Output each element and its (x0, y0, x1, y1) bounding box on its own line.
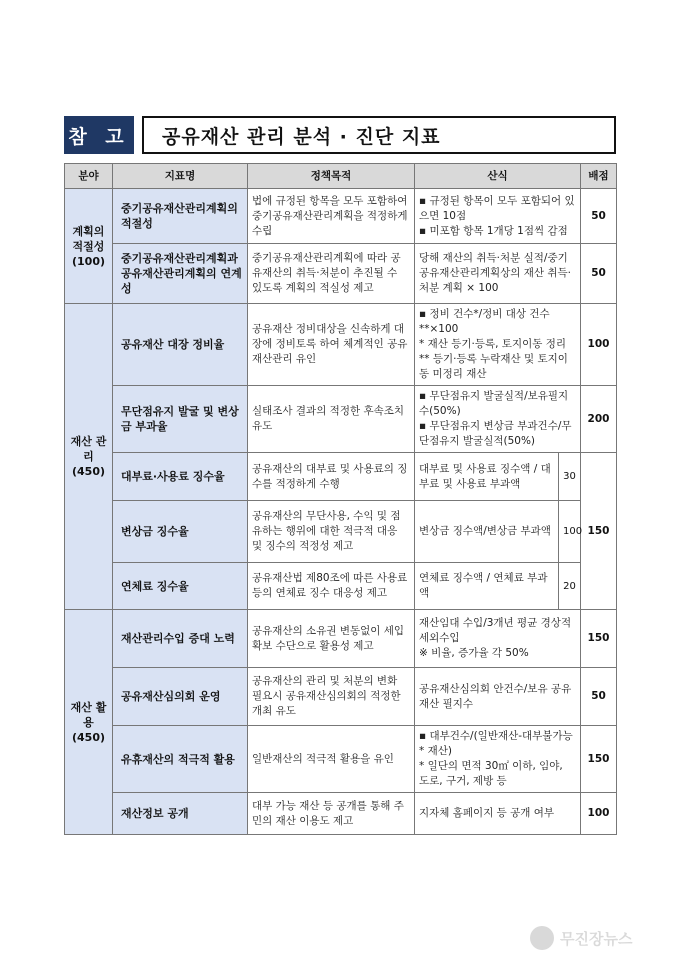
purpose-cell: 공유재산의 대부료 및 사용료의 징수를 적정하게 수행 (248, 453, 415, 501)
watermark-text: 무진장뉴스 (560, 929, 633, 948)
table-row (65, 304, 617, 386)
formula-cell: 대부료 및 사용료 징수액 / 대부료 및 사용료 부과액 (415, 453, 559, 501)
table-row (65, 386, 617, 453)
subscore-cell: 20 (559, 563, 581, 610)
subscore-cell: 100 (559, 501, 581, 563)
score-cell: 100 (581, 304, 617, 386)
col-header-indicator: 지표명 (113, 164, 248, 189)
indicator-cell: 중기공유재산관리계획의 적절성 (113, 189, 248, 244)
table-row (65, 668, 617, 726)
indicator-cell: 공유재산 대장 정비율 (113, 304, 248, 386)
purpose-cell: 법에 규정된 항목을 모두 포함하여 중기공유재산관리계획을 적정하게 수립 (248, 189, 415, 244)
score-cell: 100 (581, 793, 617, 835)
formula-cell: 공유재산심의회 안건수/보유 공유재산 필지수 (415, 668, 581, 726)
formula-cell: ▪ 정비 건수*/정비 대상 건수**×100 * 재산 등기·등록, 토지이동 정리 ** 등기·등록 누락재산 및 토지이동 미정리 재산 (415, 304, 581, 386)
category-cell: 재산 활용 (450) (65, 610, 113, 835)
formula-cell: 변상금 징수액/변상금 부과액 (415, 501, 559, 563)
indicator-cell: 유휴재산의 적극적 활용 (113, 726, 248, 793)
purpose-cell: 공유재산 정비대상을 신속하게 대장에 정비토록 하여 체계적인 공유재산관리 유인 (248, 304, 415, 386)
score-cell: 200 (581, 386, 617, 453)
category-cell: 계획의 적절성 (100) (65, 189, 113, 304)
indicator-cell: 재산정보 공개 (113, 793, 248, 835)
formula-cell: 지자체 홈페이지 등 공개 여부 (415, 793, 581, 835)
col-header-formula: 산식 (415, 164, 581, 189)
score-cell: 150 (581, 610, 617, 668)
title-bar (64, 116, 616, 154)
watermark-logo-icon (530, 926, 554, 950)
table-row (65, 563, 617, 610)
purpose-cell: 공유재산의 관리 및 처분의 변화 필요시 공유재산심의회의 적정한 개최 유도 (248, 668, 415, 726)
table-row (65, 189, 617, 244)
formula-cell: 당해 재산의 취득·처분 실적/중기공유재산관리계획상의 재산 취득·처분 계획 × 100 (415, 244, 581, 304)
score-cell: 50 (581, 244, 617, 304)
formula-cell: 재산임대 수입/3개년 평균 경상적 세외수입 ※ 비율, 증가율 각 50% (415, 610, 581, 668)
indicator-cell: 변상금 징수율 (113, 501, 248, 563)
indicator-cell: 대부료·사용료 징수율 (113, 453, 248, 501)
col-header-purpose: 정책목적 (248, 164, 415, 189)
table-row (65, 501, 617, 563)
table-row (65, 793, 617, 835)
purpose-cell: 공유재산의 무단사용, 수익 및 점유하는 행위에 대한 적극적 대응 및 징수의 적정성 제고 (248, 501, 415, 563)
formula-cell: ▪ 규정된 항목이 모두 포함되어 있으면 10점 ▪ 미포함 항목 1개당 1점씩 감점 (415, 189, 581, 244)
table-header-row (65, 164, 617, 189)
merged-score-cell: 150 (581, 453, 617, 610)
score-cell: 50 (581, 189, 617, 244)
indicator-table (64, 163, 617, 835)
score-cell: 50 (581, 668, 617, 726)
purpose-cell: 일반재산의 적극적 활용을 유인 (248, 726, 415, 793)
purpose-cell: 실태조사 결과의 적정한 후속조치 유도 (248, 386, 415, 453)
purpose-cell: 대부 가능 재산 등 공개를 통해 주민의 재산 이용도 제고 (248, 793, 415, 835)
page-title: 공유재산 관리 분석 · 진단 지표 (142, 116, 616, 154)
table-row (65, 610, 617, 668)
table-row (65, 726, 617, 793)
purpose-cell: 공유재산법 제80조에 따른 사용료 등의 연체료 징수 대응성 제고 (248, 563, 415, 610)
formula-cell: ▪ 대부건수/(일반재산-대부불가능* 재산) * 일단의 면적 30㎡ 이하, 임야, 도로, 구거, 제방 등 (415, 726, 581, 793)
col-header-score: 배점 (581, 164, 617, 189)
table-row (65, 244, 617, 304)
reference-badge: 참 고 (64, 116, 134, 154)
formula-cell: ▪ 무단점유지 발굴실적/보유필지수(50%) ▪ 무단점유지 변상금 부과건수/무단점유지 발굴실적(50%) (415, 386, 581, 453)
indicator-cell: 무단점유지 발굴 및 변상금 부과율 (113, 386, 248, 453)
subscore-cell: 30 (559, 453, 581, 501)
col-header-field: 분야 (65, 164, 113, 189)
table-row (65, 453, 617, 501)
watermark (530, 922, 670, 954)
indicator-cell: 연체료 징수율 (113, 563, 248, 610)
indicator-cell: 공유재산심의회 운영 (113, 668, 248, 726)
purpose-cell: 중기공유재산관리계획에 따라 공유재산의 취득·처분이 추진될 수 있도록 계획의 적실성 제고 (248, 244, 415, 304)
formula-cell: 연체료 징수액 / 연체료 부과액 (415, 563, 559, 610)
score-cell: 150 (581, 726, 617, 793)
purpose-cell: 공유재산의 소유권 변동없이 세입확보 수단으로 활용성 제고 (248, 610, 415, 668)
indicator-cell: 중기공유재산관리계획과 공유재산관리계획의 연계성 (113, 244, 248, 304)
category-cell: 재산 관리 (450) (65, 304, 113, 610)
indicator-cell: 재산관리수입 증대 노력 (113, 610, 248, 668)
